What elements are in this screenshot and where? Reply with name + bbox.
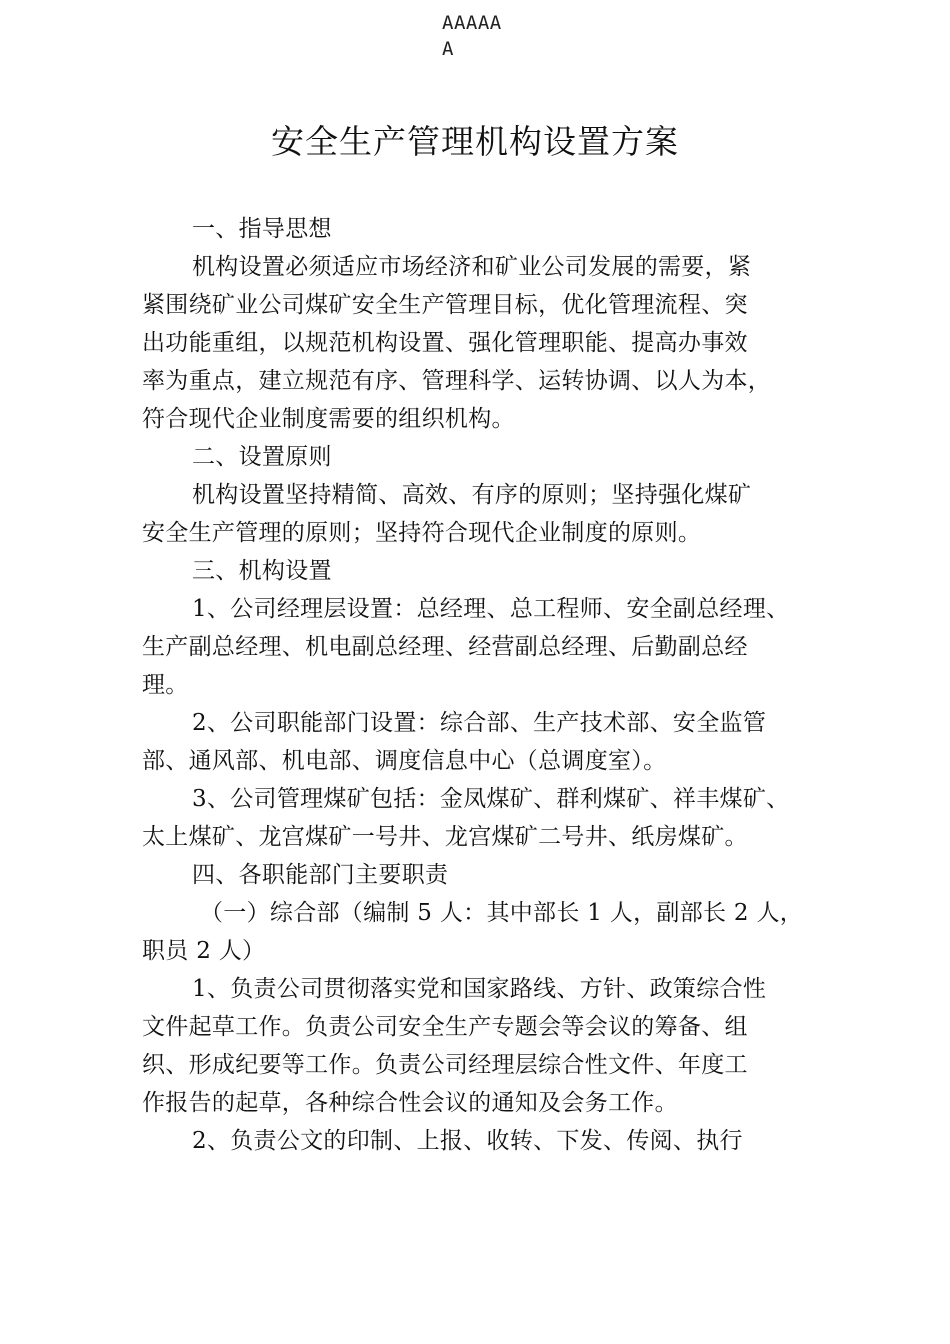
- paragraph-line: 理。: [142, 672, 189, 698]
- paragraph-line: 2、负责公文的印制、上报、收转、下发、传阅、执行: [192, 1128, 743, 1154]
- paragraph-line: 出功能重组，以规范机构设置、强化管理职能、提高办事效: [142, 330, 748, 356]
- paragraph-line: 1、公司经理层设置：总经理、总工程师、安全副总经理、: [192, 596, 790, 622]
- document-title: 安全生产管理机构设置方案: [271, 122, 679, 161]
- paragraph-line: 率为重点，建立规范有序、管理科学、运转协调、以人为本，: [142, 368, 772, 394]
- header-mark: AAAAAA: [442, 12, 502, 60]
- paragraph-line: 安全生产管理的原则；坚持符合现代企业制度的原则。: [142, 520, 702, 546]
- subsection-heading: （一）综合部（编制 5 人：其中部长 1 人，副部长 2 人，: [200, 900, 804, 926]
- paragraph-line: 紧围绕矿业公司煤矿安全生产管理目标，优化管理流程、突: [142, 292, 748, 318]
- paragraph-line: 2、公司职能部门设置：综合部、生产技术部、安全监管: [192, 710, 767, 736]
- document-body: [142, 210, 832, 1160]
- paragraph-line: 符合现代企业制度需要的组织机构。: [142, 406, 515, 432]
- paragraph-line: 3、公司管理煤矿包括：金凤煤矿、群利煤矿、祥丰煤矿、: [192, 786, 790, 812]
- section-heading: 一、指导思想: [192, 216, 332, 242]
- paragraph-line: 机构设置必须适应市场经济和矿业公司发展的需要，紧: [192, 254, 752, 280]
- section-heading: 二、设置原则: [192, 444, 332, 470]
- section-heading: 三、机构设置: [192, 558, 332, 584]
- paragraph-line: 机构设置坚持精简、高效、有序的原则；坚持强化煤矿: [192, 482, 752, 508]
- paragraph-line: 1、负责公司贯彻落实党和国家路线、方针、政策综合性: [192, 976, 767, 1002]
- paragraph-line: 生产副总经理、机电副总经理、经营副总经理、后勤副总经: [142, 634, 748, 660]
- section-heading: 四、各职能部门主要职责: [192, 862, 449, 888]
- paragraph-line: 部、通风部、机电部、调度信息中心（总调度室）。: [142, 748, 667, 774]
- paragraph-line: 文件起草工作。负责公司安全生产专题会等会议的筹备、组: [142, 1014, 748, 1040]
- paragraph-line: 织、形成纪要等工作。负责公司经理层综合性文件、年度工: [142, 1052, 748, 1078]
- paragraph-line: 职员 2 人）: [142, 938, 266, 964]
- paragraph-line: 太上煤矿、龙宫煤矿一号井、龙宫煤矿二号井、纸房煤矿。: [142, 824, 748, 850]
- paragraph-line: 作报告的起草，各种综合性会议的通知及会务工作。: [142, 1090, 678, 1116]
